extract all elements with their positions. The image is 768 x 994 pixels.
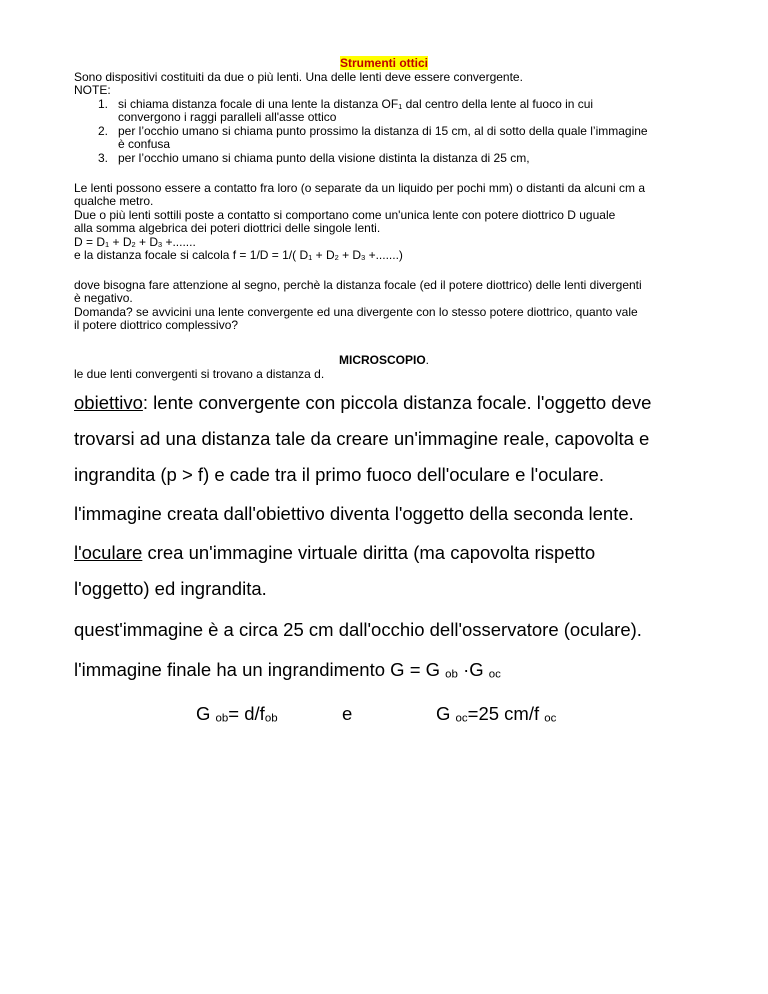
- paragraph-1-line-3: Due o più lenti sottili poste a contatto si comportano come un'unica lente con potere diottrico D uguale: [74, 208, 616, 222]
- paragraph-2-line-1: dove bisogna fare attenzione al segno, perchè la distanza focale (ed il potere diottrico) delle lenti divergenti: [74, 278, 642, 292]
- note-number: 2.: [98, 124, 109, 138]
- paragraph-1-line-2: qualche metro.: [74, 194, 154, 208]
- obiettivo-line-2: trovarsi ad una distanza tale da creare un'immagine reale, capovolta e: [74, 428, 650, 449]
- magnification-line: l'immagine finale ha un ingrandimento G = G $_{ob}$ ·G $_{oc}$: [74, 659, 501, 681]
- intro-text: Sono dispositivi costituiti da due o più lenti. Una delle lenti deve essere convergente.: [74, 70, 523, 84]
- obiettivo-line-1: obiettivo: lente convergente con piccola distanza focale. l'oggetto deve: [74, 392, 652, 413]
- note-2-line-2: è confusa: [118, 137, 171, 151]
- goc-formula: G $_{oc}$=25 cm/f $_{oc}$: [436, 703, 557, 725]
- oculare-line-1: l'oculare crea un'immagine virtuale diritta (ma capovolta rispetto: [74, 542, 596, 563]
- microscope-heading: MICROSCOPIO: [338, 353, 426, 367]
- note-number: 1.: [98, 97, 109, 111]
- microscope-intro: le due lenti convergenti si trovano a distanza d.: [74, 367, 325, 381]
- paragraph-2-line-2: è negativo.: [74, 291, 133, 305]
- notes-label: NOTE:: [74, 83, 111, 97]
- note-3-line-1: per l’occhio umano si chiama punto della visione distinta la distanza di 25 cm,: [118, 151, 530, 165]
- formula-diopter-sum: $D = D_1 + D_2 + D_3$ +.......: [74, 235, 196, 250]
- paragraph-1-line-4: alla somma algebrica dei poteri diottrici delle singole lenti.: [74, 221, 381, 235]
- conjunction-e: e: [342, 703, 353, 724]
- paragraph-2-line-4: il potere diottrico complessivo?: [74, 318, 239, 332]
- obiettivo-line-3: ingrandita (p > f) e cade tra il primo fuoco dell'oculare e l'oculare.: [74, 464, 604, 485]
- note-2-line-1: per l’occhio umano si chiama punto prossimo la distanza di 15 cm, al di sotto della quale l’immagine: [118, 124, 648, 138]
- obiettivo-term: obiettivo: [74, 392, 143, 413]
- oculare-line-2: l'oggetto) ed ingrandita.: [74, 578, 267, 599]
- document-title: Strumenti ottici: [339, 56, 428, 70]
- image-distance-line: quest'immagine è a circa 25 cm dall'occhio dell'osservatore (oculare).: [74, 619, 642, 640]
- title-line: [74, 57, 694, 70]
- oculare-term: l'oculare: [74, 542, 143, 563]
- formula-focal-length: e la distanza focale si calcola f = 1/D = 1/( $D_1 + D_2 + D_3$ +.......): [74, 248, 403, 263]
- microscope-heading-line: MICROSCOPIO.: [338, 353, 429, 367]
- paragraph-2-line-3: Domanda? se avvicini una lente convergente ed una divergente con lo stesso potere diottrico, quanto vale: [74, 305, 638, 319]
- paragraph-1-line-1: Le lenti possono essere a contatto fra loro (o separate da un liquido per pochi mm) o distanti da alcuni cm a: [74, 181, 645, 195]
- note-1-line-2: convergono i raggi paralleli all'asse ottico: [118, 110, 337, 124]
- gob-formula: G $_{ob}= d/f_{ob}$: [196, 703, 278, 725]
- image-object-line: l'immagine creata dall'obiettivo diventa l'oggetto della seconda lente.: [74, 503, 634, 524]
- note-1-line-1: si chiama distanza focale di una lente la distanza $OF_1$ dal centro della lente al fuoco in cui: [118, 97, 594, 112]
- note-number: 3.: [98, 151, 109, 165]
